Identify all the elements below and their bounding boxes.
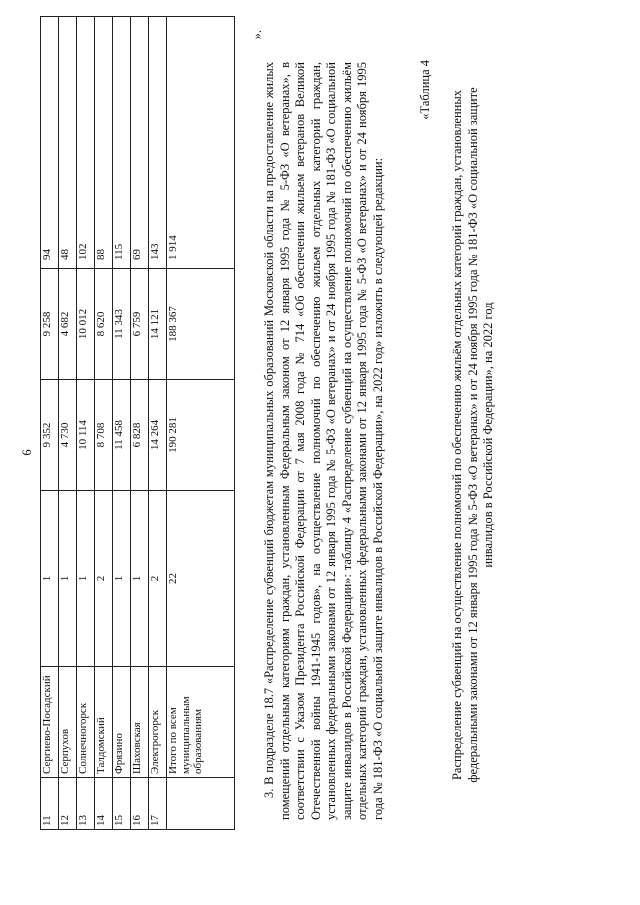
empty-cell [167,778,235,830]
municipality-cell: Фрязино [113,667,131,778]
amount-federal-cell: 14 121 [149,269,167,380]
amount-federal-cell: 9 258 [41,269,59,380]
row-number-cell: 17 [149,778,167,830]
amount-regional-cell: 143 [149,17,167,269]
table-heading: Распределение субвенций на осуществление полномочий по обеспечению жильём отдельных категорий граждан, установленных федеральными законами от 12 января 1995 года № 5-ФЗ «О ветеранах» и от 24 ноября 1995 года № 181-ФЗ «О социальной защите инвалидов в Российской Федерации», на 2022 год [450,87,495,783]
amount-total-cell: 8 708 [95,380,113,491]
municipality-cell: Талдомский [95,667,113,778]
amount-regional-cell: 115 [113,17,131,269]
amount-federal-cell: 10 012 [77,269,95,380]
table-row [41,17,59,830]
total-regional-cell: 1 914 [167,17,235,269]
municipality-cell: Шаховская [131,667,149,778]
closing-quote-mark: ». [250,30,264,40]
amount-total-cell: 14 264 [149,380,167,491]
row-number-cell: 12 [59,778,77,830]
total-count-cell: 22 [167,491,235,667]
count-cell: 1 [77,491,95,667]
amount-total-cell: 9 352 [41,380,59,491]
municipality-cell: Солнечногорск [77,667,95,778]
row-number-cell: 16 [131,778,149,830]
amount-federal-cell: 6 759 [131,269,149,380]
table-row [149,17,167,830]
row-number-cell: 14 [95,778,113,830]
count-cell: 1 [131,491,149,667]
count-cell: 1 [113,491,131,667]
table-row [95,17,113,830]
table-label: «Таблица 4 [418,60,432,120]
count-cell: 1 [41,491,59,667]
page-number: 6 [20,449,34,456]
row-number-cell: 13 [77,778,95,830]
amount-federal-cell: 4 682 [59,269,77,380]
amount-federal-cell: 8 620 [95,269,113,380]
amount-total-cell: 4 730 [59,380,77,491]
total-federal-cell: 188 367 [167,269,235,380]
municipality-cell: Сергиево-Посадский [41,667,59,778]
row-number-cell: 15 [113,778,131,830]
table-row [131,17,149,830]
amount-regional-cell: 102 [77,17,95,269]
amount-regional-cell: 88 [95,17,113,269]
amount-regional-cell: 94 [41,17,59,269]
municipality-cell: Электрогорск [149,667,167,778]
amount-federal-cell: 11 343 [113,269,131,380]
amount-total-cell: 11 458 [113,380,131,491]
count-cell: 2 [149,491,167,667]
amendment-text: 3. В подразделе 18.7 «Распределение субвенций бюджетам муниципальных образований Московской области на предоставление жилых помещений отдельным категориям граждан, установленным Федеральным законом от 12 января 1995 года № 5-ФЗ «О ветеранах», в соответствии с Указом Президента Российской Федерации от 7 мая 2008 года № 714 «Об обеспечении жильем ветеранов Великой Отечественной войны 1941-1945 годов», на осуществление полномочий по обеспечению жильем отдельных категорий граждан, установленных федеральными законами от 12 января 1995 года № 5-ФЗ «О ветеранах» и от 24 ноября 1995 года № 181-ФЗ «О социальной защите инвалидов в Российской Федерации»: таблицу 4 «Распределение субвенций на осуществление полномочий по обеспечению жильём отдельных категорий граждан, установленных федеральными законами от 12 января 1995 года № 5-ФЗ «О ветеранах» и от 24 ноября 1995 года № 181-ФЗ «О социальной защите инвалидов в Российской Федерации», на 2022 год» изложить в следующей редакции: [262,62,385,820]
count-cell: 2 [95,491,113,667]
municipality-cell: Серпухов [59,667,77,778]
amendment-paragraph [250,30,386,820]
row-number-cell: 11 [41,778,59,830]
table-row [77,17,95,830]
subvention-table [40,16,235,830]
table-row [59,17,77,830]
amount-regional-cell: 48 [59,17,77,269]
amount-total-cell: 10 114 [77,380,95,491]
table-total-row [167,17,235,830]
count-cell: 1 [59,491,77,667]
total-label-cell: Итого по всем муниципальным образованиям [167,667,235,778]
table-row [113,17,131,830]
amount-regional-cell: 69 [131,17,149,269]
total-amount-cell: 190 281 [167,380,235,491]
amount-total-cell: 6 828 [131,380,149,491]
